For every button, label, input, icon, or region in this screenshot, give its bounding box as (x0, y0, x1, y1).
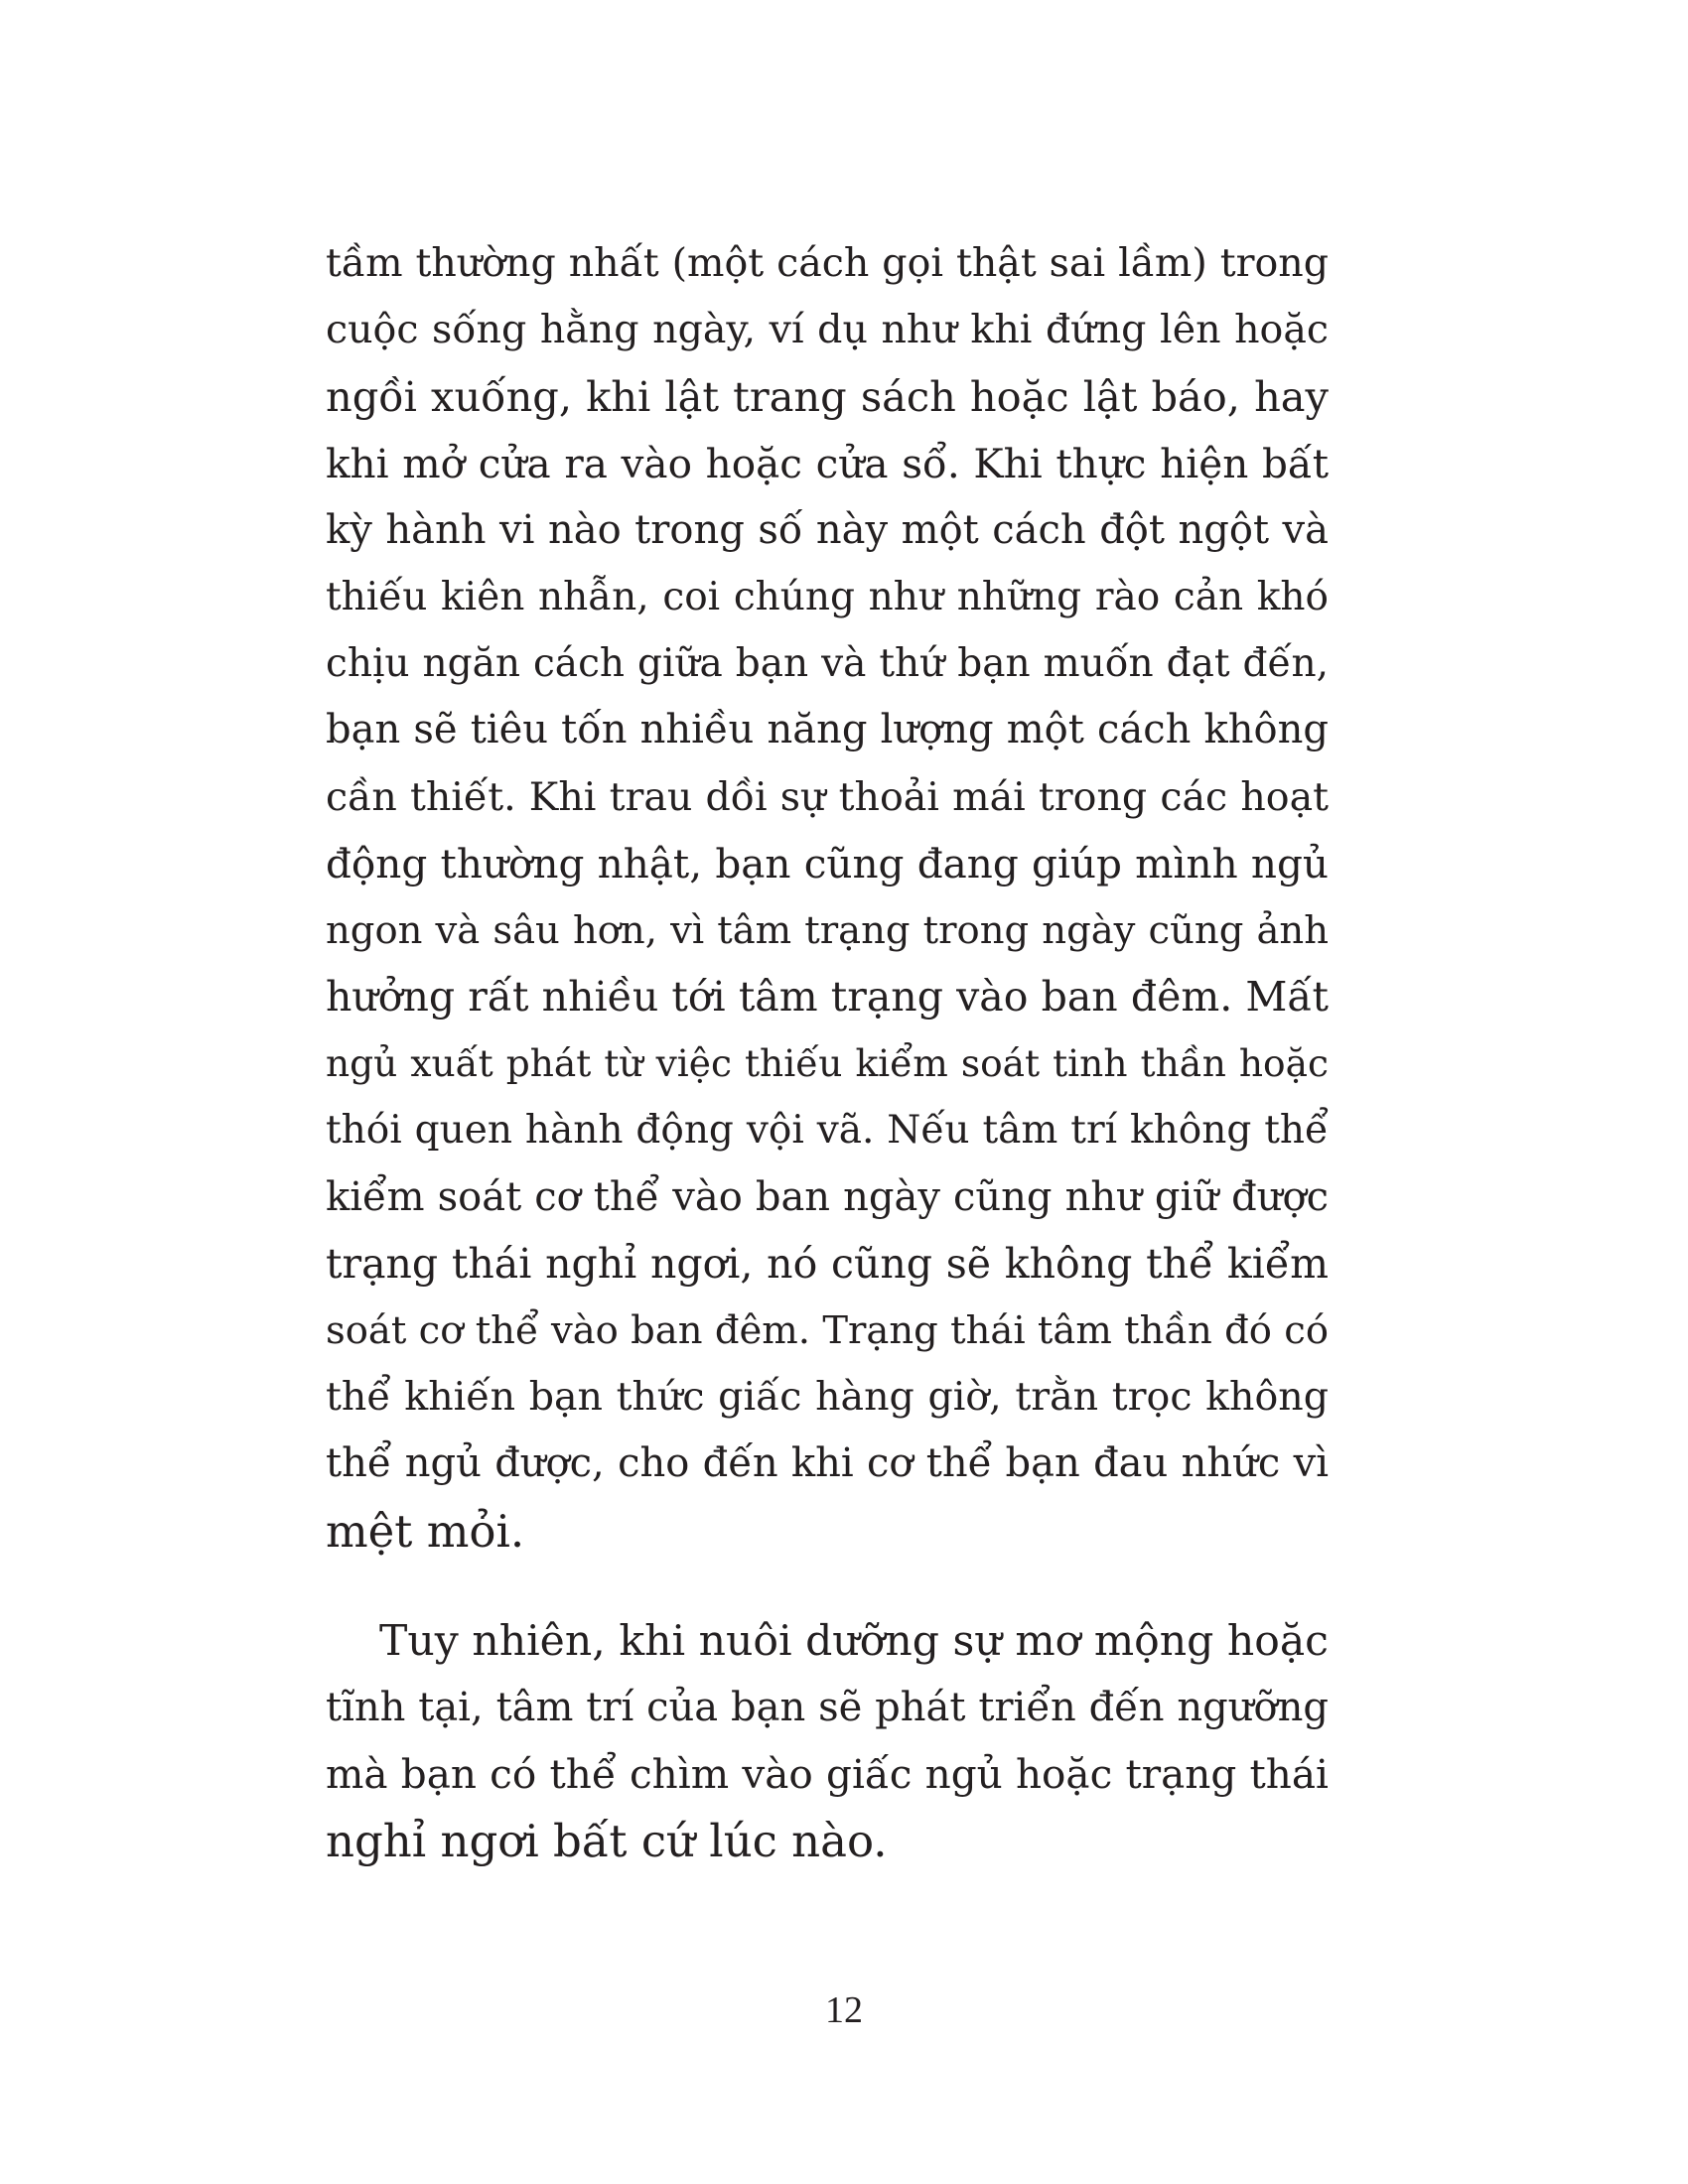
paragraph-gap (326, 1565, 1329, 1608)
text-line: tĩnh tại, tâm trí của bạn sẽ phát triển đến ngưỡng (326, 1684, 1329, 1730)
text-line: kỳ hành vi nào trong số này một cách đột ngột và (326, 506, 1329, 553)
text-line: mệt mỏi. (326, 1504, 525, 1558)
text-line: cần thiết. Khi trau dồi sự thoải mái trong các hoạt (326, 773, 1329, 820)
text-line: soát cơ thể vào ban đêm. Trạng thái tâm thần đó có (326, 1308, 1329, 1353)
text-line: ngồi xuống, khi lật trang sách hoặc lật báo, hay (326, 372, 1329, 422)
text-line: trạng thái nghỉ ngơi, nó cũng sẽ không thể kiểm (326, 1239, 1329, 1288)
text-line: chịu ngăn cách giữa bạn và thứ bạn muốn đạt đến, (326, 641, 1329, 687)
text-line: kiểm soát cơ thể vào ban ngày cũng như giữ được (326, 1173, 1329, 1220)
text-line: thể khiến bạn thức giấc hàng giờ, trằn trọc không (326, 1374, 1329, 1421)
text-line: khi mở cửa ra vào hoặc cửa sổ. Khi thực hiện bất (326, 439, 1329, 487)
body-text (326, 230, 1329, 1875)
text-line: nghỉ ngơi bất cứ lúc nào. (326, 1815, 888, 1868)
text-line: bạn sẽ tiêu tốn nhiều năng lượng một cách không (326, 707, 1329, 753)
text-line: mà bạn có thể chìm vào giấc ngủ hoặc trạng thái (326, 1750, 1329, 1799)
text-line: ngủ xuất phát từ việc thiếu kiểm soát tinh thần hoặc (326, 1041, 1329, 1086)
paragraph-2 (326, 1608, 1329, 1875)
text-line: thiếu kiên nhẫn, coi chúng như những rào cản khó (326, 574, 1329, 619)
text-line: Tuy nhiên, khi nuôi dưỡng sự mơ mộng hoặc (379, 1616, 1329, 1666)
text-line: thể ngủ được, cho đến khi cơ thể bạn đau nhức vì (326, 1440, 1329, 1487)
text-line: tầm thường nhất (một cách gọi thật sai lầm) trong (326, 240, 1329, 286)
text-line: thói quen hành động vội vã. Nếu tâm trí không thể (326, 1108, 1329, 1154)
text-line: cuộc sống hằng ngày, ví dụ như khi đứng lên hoặc (326, 307, 1329, 353)
page-number: 12 (825, 1989, 863, 2031)
text-line: ngon và sâu hơn, vì tâm trạng trong ngày cũng ảnh (326, 907, 1329, 953)
text-line: hưởng rất nhiều tới tâm trạng vào ban đêm. Mất (326, 973, 1329, 1022)
paragraph-1 (326, 230, 1329, 1565)
text-line: động thường nhật, bạn cũng đang giúp mình ngủ (326, 839, 1329, 887)
